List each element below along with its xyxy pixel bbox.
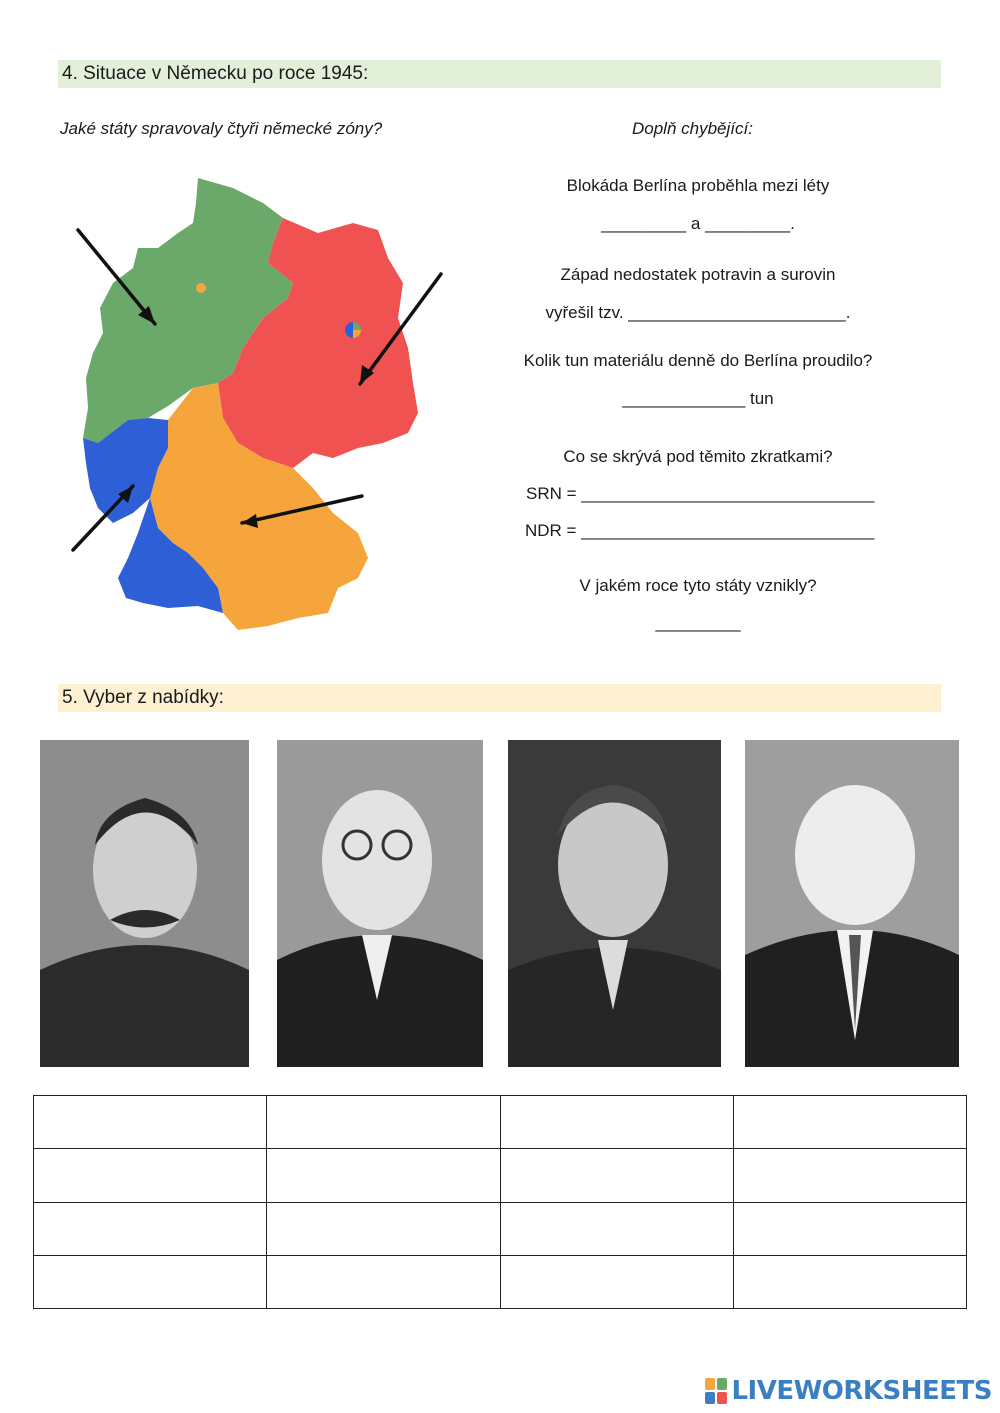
table-row	[34, 1149, 967, 1202]
q3-answer-line[interactable]: _____________ tun	[622, 389, 774, 408]
portrait-3	[508, 740, 721, 1067]
answer-cell[interactable]	[500, 1255, 733, 1308]
section-5-header	[58, 684, 941, 712]
section-4-header	[58, 60, 941, 88]
answer-table	[33, 1095, 967, 1309]
answer-cell[interactable]	[733, 1202, 966, 1255]
section-5-title: 5. Vyber z nabídky:	[62, 687, 224, 708]
answer-cell[interactable]	[267, 1202, 500, 1255]
answer-cell[interactable]	[267, 1255, 500, 1308]
section-4-title: 4. Situace v Německu po roce 1945:	[62, 63, 369, 84]
ndr-answer-line[interactable]: NDR = _______________________________	[525, 521, 875, 540]
answer-cell[interactable]	[34, 1096, 267, 1149]
bremen-enclave	[196, 283, 206, 293]
q1-line1: Blokáda Berlína proběhla mezi léty	[566, 176, 830, 195]
answer-cell[interactable]	[733, 1096, 966, 1149]
q4-line1: Co se skrývá pod těmito zkratkami?	[563, 447, 833, 466]
q2-answer-line[interactable]: vyřešil tzv. _______________________.	[545, 303, 851, 322]
answer-cell[interactable]	[733, 1149, 966, 1202]
answer-cell[interactable]	[733, 1255, 966, 1308]
liveworksheets-logo	[705, 1373, 992, 1409]
fill-in-heading: Doplň chybějící:	[632, 119, 753, 138]
portrait-4	[745, 740, 959, 1067]
table-row	[34, 1255, 967, 1308]
srn-answer-line[interactable]: SRN = _______________________________	[526, 484, 875, 503]
answer-cell[interactable]	[267, 1096, 500, 1149]
logo-mark-icon	[705, 1378, 727, 1404]
portrait-2	[277, 740, 483, 1067]
q3-line1: Kolik tun materiálu denně do Berlína proudilo?	[523, 351, 873, 370]
q1-answer-line[interactable]: _________ a _________.	[601, 214, 795, 233]
answer-cell[interactable]	[500, 1096, 733, 1149]
table-row	[34, 1096, 967, 1149]
map-question: Jaké státy spravovaly čtyři německé zóny?	[60, 119, 383, 138]
q5-line1: V jakém roce tyto státy vznikly?	[579, 576, 817, 595]
table-row	[34, 1202, 967, 1255]
answer-cell[interactable]	[34, 1202, 267, 1255]
logo-text: LIVEWORKSHEETS	[731, 1376, 992, 1406]
answer-cell[interactable]	[500, 1149, 733, 1202]
germany-zones-map	[58, 158, 444, 648]
answer-cell[interactable]	[34, 1149, 267, 1202]
q5-answer-line[interactable]: _________	[655, 613, 741, 632]
q2-line1: Západ nedostatek potravin a surovin	[560, 265, 836, 284]
answer-cell[interactable]	[500, 1202, 733, 1255]
answer-cell[interactable]	[34, 1255, 267, 1308]
answer-cell[interactable]	[267, 1149, 500, 1202]
portrait-1	[40, 740, 249, 1067]
